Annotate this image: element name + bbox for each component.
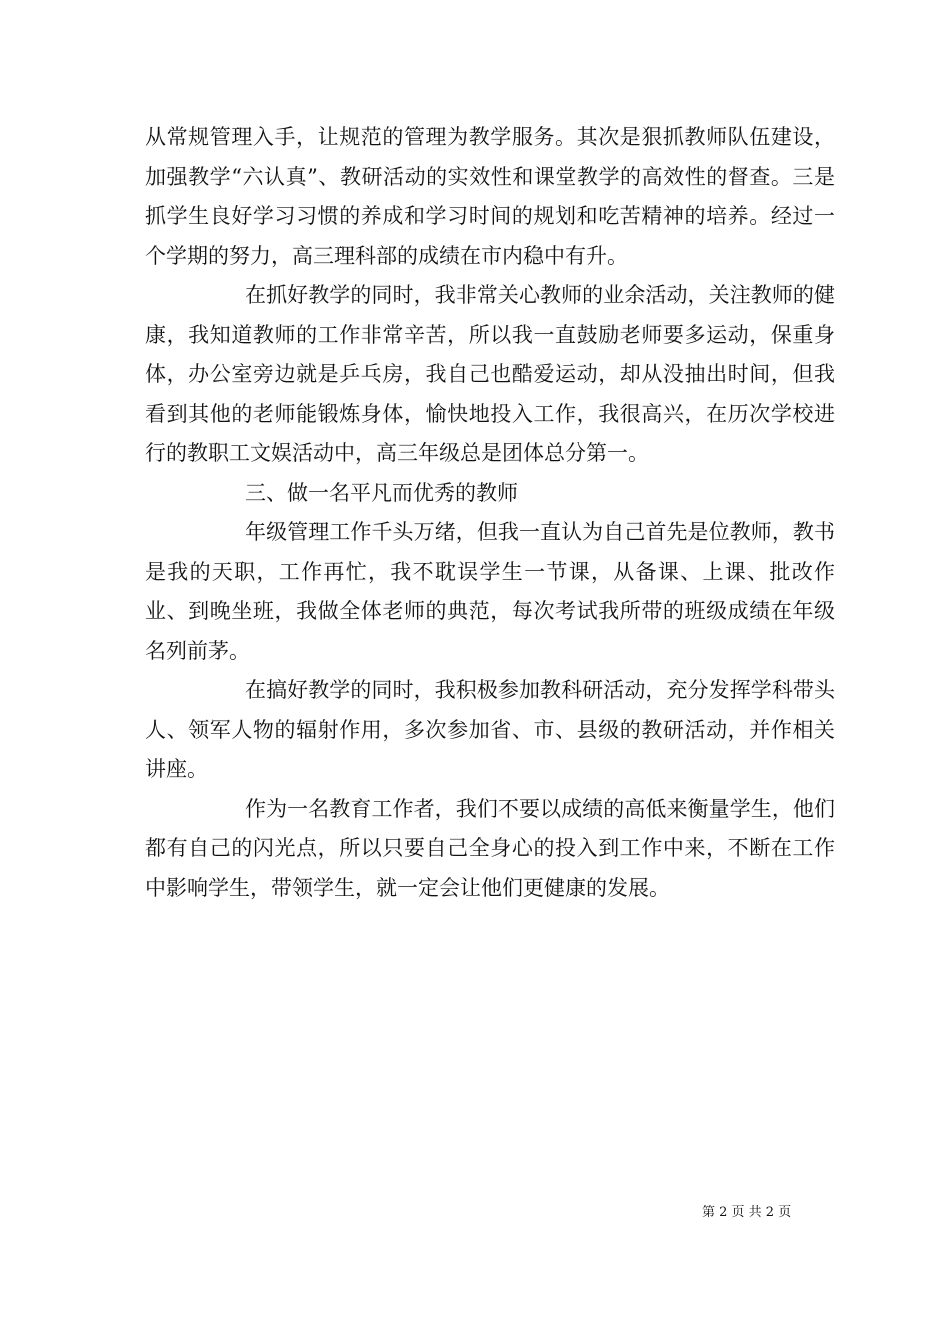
page-footer: 第 2 页 共 2 页 [702, 1205, 792, 1220]
paragraph-educator-reflection: 作为一名教育工作者，我们不要以成绩的高低来衡量学生，他们都有自己的闪光点，所以只要自己全身心的投入到工作中来，不断在工作中影响学生，带领学生，就一定会让他们更健康的发展。 [145, 796, 835, 900]
paragraph-teacher-care: 在抓好教学的同时，我非常关心教师的业余活动，关注教师的健康，我知道教师的工作非常辛苦，所以我一直鼓励老师要多运动，保重身体，办公室旁边就是乒乓房，我自己也酷爱运动，却从没抽出时间，但我看到其他的老师能锻炼身体，愉快地投入工作，我很高兴，在历次学校进行的教职工文娱活动中，高三年级总是团体总分第一。 [145, 283, 835, 465]
paragraph-continuation: 从常规管理入手，让规范的管理为教学服务。其次是狠抓教师队伍建设，加强教学“六认真”、教研活动的实效性和课堂教学的高效性的督查。三是抓学生良好学习习惯的养成和学习时间的规划和吃苦精神的培养。经过一个学期的努力，高三理科部的成绩在市内稳中有升。 [145, 125, 835, 268]
paragraph-teaching-duty: 年级管理工作千头万绪，但我一直认为自己首先是位教师，教书是我的天职，工作再忙，我不耽误学生一节课，从备课、上课、批改作业、到晚坐班，我做全体老师的典范，每次考试我所带的班级成绩在年级名列前茅。 [145, 520, 835, 663]
document-body [145, 118, 835, 908]
paragraph-research-activity: 在搞好教学的同时，我积极参加教科研活动，充分发挥学科带头人、领军人物的辐射作用，多次参加省、市、县级的教研活动，并作相关讲座。 [145, 678, 835, 781]
section-heading: 三、做一名平凡而优秀的教师 [245, 480, 518, 505]
